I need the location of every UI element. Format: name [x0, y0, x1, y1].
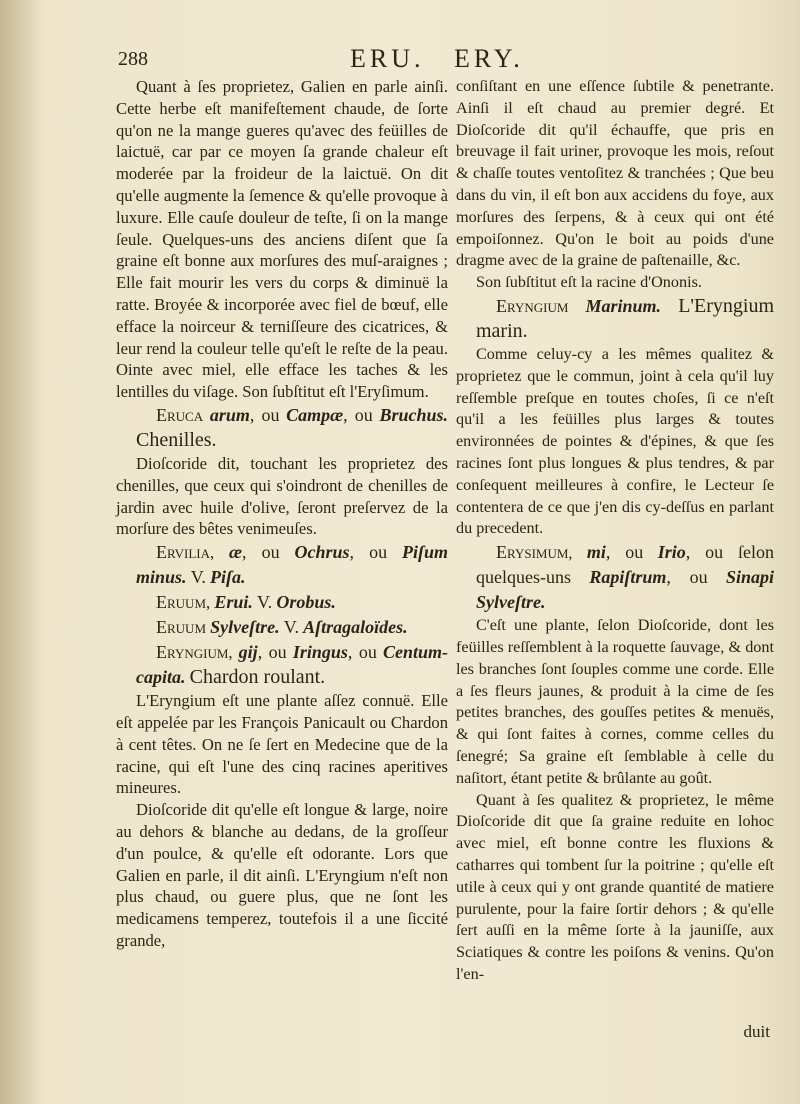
right-column: [456, 76, 774, 986]
paragraph: Quant à ſes proprietez, Galien en parle ainſi. Cette herbe eſt manifeſtement chaude, de ſorte qu'on ne la mange gueres qu'avec des feüilles de laictuë, car par ce moyen ſa grande chaleur eſt moderée par la froideur de la laictuë. On dit qu'elle augmente la ſemence & qu'elle provoque à luxure. Elle cauſe douleur de teſte, ſi on la mange ſeule. Quelques-uns des anciens diſent que ſa graine eſt bonne aux morſures des muſ-araignes ; Elle fait mourir les vers du corps & diminuë la ratte. Broyée & incorporée avec fiel de bœuf, elle efface la noirceur & terniſſeure des cicatrices, & leur rend la couleur telle qu'eſt le reſte de la peau. Ointe avec miel, elle efface les taches & les lentilles du viſage. Son ſubſtitut eſt l'Eryſimum.: [116, 77, 448, 402]
entry-heading-eruca: Eruca arum, ou Campæ, ou Bruchus. Chenilles.: [136, 404, 448, 451]
entry-heading-eruum-sylvestre: Eruum Sylveſtre. V. Aſtragaloïdes.: [156, 617, 408, 638]
entry-heading-eryngium: Eryngium, gij, ou Iringus, ou Centum-capita. Chardon roulant.: [136, 642, 448, 689]
paragraph: Dioſcoride dit, touchant les proprietez des chenilles, que ceux qui s'oindront de chenilles de jardin avec huile d'olive, ſeront preſervez de la morſure des bêtes venimeuſes.: [116, 453, 448, 539]
entry-heading-erysimum: Erysimum, mi, ou Irio, ou ſelon quelques-uns Rapiſtrum, ou Sinapi Sylveſtre.: [476, 542, 775, 613]
catchword: duit: [743, 1022, 770, 1041]
paragraph: Comme celuy-cy a les mêmes qualitez & proprietez que le commun, joint à cela qu'il luy reſſemble preſque en toutes choſes, ſi ce n'eſt qu'il a les feüilles plus larges & toutes environnées de pointes & d'épines, & que ſes racines ſont plus longues & plus tendres, & par conſequent meilleures à confire, le Lecteur ſe contentera de ce que j'en dis cy-deſſus en parlant du precedent.: [456, 344, 774, 538]
right-running-head: ERY.: [454, 44, 524, 73]
paragraph: conſiſtant en une eſſence ſubtile & penetrante. Ainſi il eſt chaud au premier degré. Et Dioſcoride dit qu'il échauffe, que pris en breuvage il fait uriner, provoque les mois, reſout & chaſſe toutes ventoſitez & tranchées ; Que beu dans du vin, il eſt bon aux accidens du foye, aux morſures des ſerpens, & à ceux qui ont été empoiſonnez. Qu'on le boit au poids d'une dragme avec de la graine de paſtenaille, &c.: [456, 77, 774, 270]
paragraph: Son ſubſtitut eſt la racine d'Ononis.: [476, 273, 702, 292]
paragraph: L'Eryngium eſt une plante aſſez connuë. Elle eſt appelée par les François Panicault ou Chardon à cent têtes. On ne ſe ſert en Medecine que de la racine, qui eſt l'une des cinq racines aperitives mineures.: [116, 691, 448, 798]
page-number: 288: [118, 48, 148, 70]
paragraph: Quant à ſes qualitez & proprietez, le même Dioſcoride dit que ſa graine reduite en lohoc avec miel, eſt bonne contre les fluxions & catharres qui tombent ſur la poitrine ; qu'elle eſt utile à ceux qui y ont grande quantité de matiere purulente, pour la faire ſortir dehors ; & qu'elle ſert auſſi en la même ſorte à la jauniſſe, aux Sciatiques & contre les poiſons & venins. Qu'on l'en-: [456, 790, 774, 983]
entry-heading-eryngium-marinum: Eryngium Marinum. L'Eryngium marin.: [476, 294, 774, 342]
page-gutter-shadow: [0, 0, 40, 1104]
left-column: [116, 76, 448, 952]
running-header: [118, 44, 770, 74]
left-running-head: ERU.: [350, 44, 425, 73]
paragraph: C'eſt une plante, ſelon Dioſcoride, dont les feüilles reſſemblent à la roquette ſauvage, & dont les branches ſont ſouples comme une corde. Elle a ſes fleurs jaunes, & produit à la cime de ſes petites branches, des gouſſes petites & menuës, & qui ſont faites à cornes, comme celles du ſenegré; Sa graine eſt ſemblable à celle du naſitort, étant petite & brûlante au goût.: [456, 616, 774, 787]
entry-heading-eruum: Eruum, Erui. V. Orobus.: [156, 592, 336, 613]
paragraph: Dioſcoride dit qu'elle eſt longue & large, noire au dehors & blanche au dedans, de la groſſeur d'un poulce, & qu'elle eſt odorante. Lors que Galien en parle, il dit ainſi. L'Eryngium n'eſt non plus chaud, ou guere plus, que ne ſont les medicamens temperez, toutefois il a une ſiccité grande,: [116, 800, 448, 950]
entry-heading-ervilia: Ervilia, æ, ou Ochrus, ou Piſum minus. V. Piſa.: [136, 542, 449, 588]
